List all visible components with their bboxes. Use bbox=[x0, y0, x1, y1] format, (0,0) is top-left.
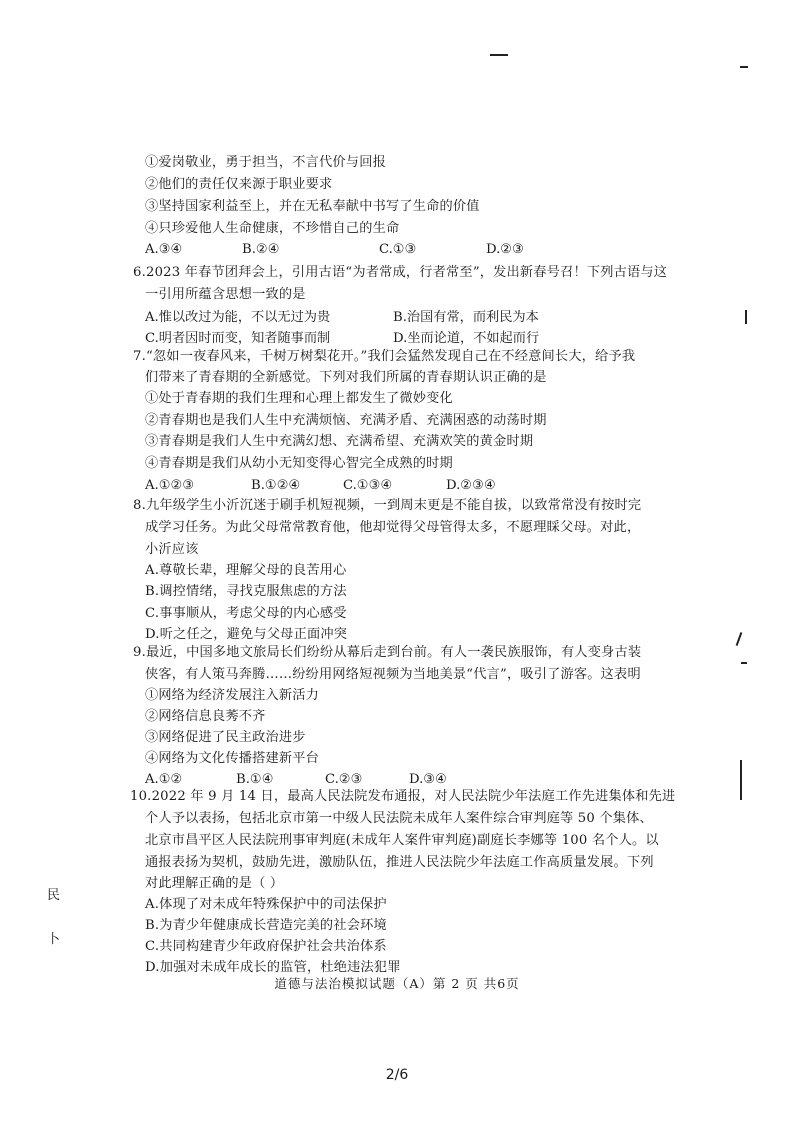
q9-item-3: ③网络促进了民主政治进步 bbox=[145, 730, 306, 745]
q6-option-b[interactable]: B.治国有常，而利民为本 bbox=[393, 310, 539, 325]
margin-char-1: 民 bbox=[47, 888, 61, 903]
scan-mark-top bbox=[490, 54, 508, 56]
q5-option-d[interactable]: D.②③ bbox=[486, 242, 524, 257]
q6-stem-2: 一引用所蕴含思想一致的是 bbox=[145, 287, 306, 302]
q7-option-a[interactable]: A.①②③ bbox=[145, 478, 195, 493]
scan-mark-right-4 bbox=[740, 760, 742, 800]
page-number: 2/6 bbox=[385, 1067, 409, 1083]
q9-option-b[interactable]: B.①④ bbox=[236, 772, 274, 787]
q5-option-b[interactable]: B.②④ bbox=[242, 242, 280, 257]
q6-option-c[interactable]: C.明者因时而变，知者随事而制 bbox=[145, 331, 331, 346]
q5-item-4: ④只珍爱他人生命健康，不珍惜自己的生命 bbox=[145, 221, 400, 236]
q8-stem-3: 小沂应该 bbox=[145, 542, 199, 557]
q9-option-a[interactable]: A.①② bbox=[145, 772, 183, 787]
q5-option-c[interactable]: C.①③ bbox=[379, 242, 417, 257]
q10-option-b[interactable]: B.为青少年健康成长营造完美的社会环境 bbox=[145, 918, 387, 933]
scan-mark-right-3 bbox=[741, 662, 747, 664]
q5-item-1: ①爱岗敬业，勇于担当，不言代价与回报 bbox=[145, 155, 386, 170]
footer-title: 道德与法治模拟试题（A）第 2 页 共6页 bbox=[274, 976, 520, 991]
q10-option-d[interactable]: D.加强对未成年成长的监管，杜绝违法犯罪 bbox=[145, 960, 401, 975]
q7-item-4: ④青春期是我们从幼小无知变得心智完全成熟的时期 bbox=[145, 456, 453, 471]
scan-mark-right-1 bbox=[745, 310, 747, 324]
q5-option-a[interactable]: A.③④ bbox=[145, 242, 183, 257]
scan-mark-right-2 bbox=[736, 632, 743, 646]
q9-item-1: ①网络为经济发展注入新活力 bbox=[145, 688, 320, 703]
margin-char-2: 卜 bbox=[47, 932, 61, 947]
q8-stem-1: 8.九年级学生小沂沉迷于刷手机短视频，一到周末更是不能自拔，以致常常没有按时完 bbox=[133, 498, 642, 513]
q8-stem-2: 成学习任务。为此父母常常教育他，他却觉得父母管得太多，不愿理睬父母。对此， bbox=[145, 520, 641, 535]
q6-stem-1: 6.2023 年春节团拜会上，引用古语“为者常成，行者常至”，发出新春号召！下列古语与这 bbox=[133, 265, 668, 280]
q8-option-a[interactable]: A.尊敬长辈，理解父母的良苦用心 bbox=[145, 563, 347, 578]
q9-item-4: ④网络为文化传播搭建新平台 bbox=[145, 751, 320, 766]
q7-item-3: ③青春期是我们人生中充满幻想、充满希望、充满欢笑的黄金时期 bbox=[145, 434, 534, 449]
q6-option-a[interactable]: A.惟以改过为能，不以无过为贵 bbox=[145, 310, 331, 325]
q5-item-2: ②他们的责任仅来源于职业要求 bbox=[145, 177, 333, 192]
q5-item-3: ③坚持国家利益至上，并在无私奉献中书写了生命的价值 bbox=[145, 199, 480, 214]
q9-stem-2: 侠客，有人策马奔腾……纷纷用网络短视频为当地美景“代言”，吸引了游客。这表明 bbox=[145, 667, 641, 682]
q6-option-d[interactable]: D.坐而论道，不如起而行 bbox=[393, 331, 540, 346]
q9-option-c[interactable]: C.②③ bbox=[325, 772, 363, 787]
q10-stem-2: 个人予以表扬，包括北京市第一中级人民法院未成年人案件综合审判庭等 50 个集体、 bbox=[145, 811, 653, 826]
q10-option-c[interactable]: C.共同构建青少年政府保护社会共治体系 bbox=[145, 939, 387, 954]
q9-stem-1: 9.最近，中国多地文旅局长们纷纷从幕后走到台前。有人一袭民族服饰，有人变身古装 bbox=[133, 645, 642, 660]
q9-item-2: ②网络信息良莠不齐 bbox=[145, 709, 266, 724]
q7-stem-2: 们带来了青春期的全新感觉。下列对我们所属的青春期认识正确的是 bbox=[145, 370, 547, 385]
q7-stem-1: 7.“忽如一夜春风来，千树万树梨花开。”我们会猛然发现自己在不经意间长大，给予我 bbox=[133, 349, 636, 364]
q10-stem-1: 10.2022 年 9 月 14 日，最高人民法院发布通报，对人民法院少年法庭工作先进集体和先进 bbox=[130, 789, 676, 804]
q7-item-2: ②青春期也是我们人生中充满烦恼、充满矛盾、充满困惑的动荡时期 bbox=[145, 413, 547, 428]
q8-option-b[interactable]: B.调控情绪，寻找克服焦虑的方法 bbox=[145, 584, 347, 599]
q7-item-1: ①处于青春期的我们生理和心理上都发生了微妙变化 bbox=[145, 391, 453, 406]
q10-stem-4: 通报表扬为契机，鼓励先进，激励队伍，推进人民法院少年法庭工作高质量发展。下列 bbox=[145, 855, 654, 870]
q10-option-a[interactable]: A.体现了对未成年特殊保护中的司法保护 bbox=[145, 897, 387, 912]
q10-stem-5: 对此理解正确的是（ ） bbox=[145, 876, 284, 891]
q7-option-d[interactable]: D.②③④ bbox=[446, 478, 496, 493]
q9-option-d[interactable]: D.③④ bbox=[409, 772, 447, 787]
q7-option-c[interactable]: C.①③④ bbox=[343, 478, 393, 493]
scan-mark-top-right bbox=[740, 66, 748, 68]
q8-option-c[interactable]: C.事事顺从，考虑父母的内心感受 bbox=[145, 606, 347, 621]
q8-option-d[interactable]: D.听之任之，避免与父母正面冲突 bbox=[145, 627, 348, 642]
q7-option-b[interactable]: B.①②④ bbox=[251, 478, 301, 493]
q10-stem-3: 北京市昌平区人民法院刑事审判庭(未成年人案件审判庭)副庭长李娜等 100 名个人。以 bbox=[145, 833, 659, 848]
